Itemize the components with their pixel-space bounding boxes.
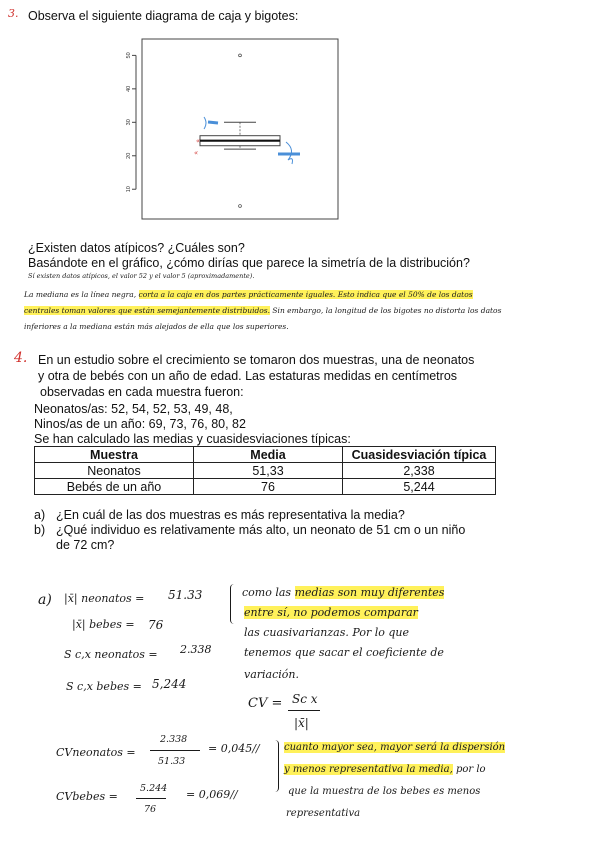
- question-4-intro-2: y otra de bebés con un año de edad. Las estaturas medidas en centímetros: [38, 369, 458, 383]
- cv-bebes-numerator: 5.244: [140, 783, 168, 794]
- conclusion-line-1-highlight: cuanto mayor sea, mayor será la dispersión: [284, 742, 506, 753]
- y-tick-label: 40: [126, 85, 132, 92]
- question-4b-label: b): [34, 523, 46, 537]
- table-cell: 76: [194, 479, 343, 495]
- conclusion-line-1: [284, 742, 505, 753]
- table-header: Muestra: [35, 447, 194, 463]
- y-tick-label: 30: [126, 119, 132, 126]
- plot-frame: [142, 39, 338, 219]
- question-3-q2: Basándote en el gráfico, ¿cómo dirías que parece la simetría de la distribución?: [28, 256, 470, 270]
- note-line-2: [244, 606, 418, 619]
- table-header: Cuasidesviación típica: [343, 447, 496, 463]
- annotation-mark-upper: [208, 122, 218, 123]
- table-cell: 5,244: [343, 479, 496, 495]
- cv-formula-lhs: CV =: [248, 696, 283, 711]
- note-line-1-plain: como las: [242, 586, 292, 599]
- conclusion-line-2-highlight: y menos representativa la media,: [284, 764, 453, 775]
- cv-formula-fraction-line: [288, 710, 320, 711]
- conclusion-line-2: [284, 764, 486, 775]
- answer-3-line3: [24, 306, 501, 315]
- annotation-red-2: «: [194, 149, 199, 157]
- cv-neonatos-denominator: 51.33: [158, 756, 186, 767]
- stats-table: [34, 446, 496, 495]
- question-4a-label: a): [34, 508, 46, 522]
- answer-3-line3-plain: Sin embargo, la longitud de los bigotes no distorta los datos: [272, 306, 502, 315]
- question-3-number: 3.: [8, 7, 19, 20]
- answer-3-line2-plain: La mediana es la línea negra,: [24, 290, 137, 299]
- note-line-5: variación.: [244, 668, 299, 681]
- note-line-1-highlight: medias son muy diferentes: [294, 586, 445, 599]
- cv-bebes-lhs: CVbebes =: [56, 790, 118, 803]
- answer-3-line4: inferiores a la mediana están más alejados de ella que los superiores.: [24, 322, 289, 331]
- s-bebes-value: 5,244: [152, 677, 187, 691]
- annotation-red-1: «: [196, 137, 201, 145]
- calc-note: Se han calculado las medias y cuasidesviaciones típicas:: [34, 432, 351, 446]
- question-3-prompt: Observa el siguiente diagrama de caja y bigotes:: [28, 9, 299, 23]
- note-line-3: las cuasivarianzas. Por lo que: [244, 626, 409, 639]
- question-4a-text: ¿En cuál de las dos muestras es más representativa la media?: [56, 508, 405, 522]
- table-header-row: [35, 447, 496, 463]
- solution-label: a): [38, 592, 52, 608]
- y-tick-label: 20: [126, 152, 132, 159]
- table-cell: 51,33: [194, 463, 343, 479]
- neonatos-data: Neonatos/as: 52, 54, 52, 53, 49, 48,: [34, 402, 233, 416]
- boxplot-svg: [100, 32, 355, 227]
- note-line-1: [242, 586, 444, 599]
- cv-bebes-fraction-line: [136, 798, 166, 799]
- mean-neonatos-lhs: |x̄| neonatos =: [64, 592, 145, 605]
- table-row: [35, 479, 496, 495]
- question-4b-text-1: ¿Qué individuo es relativamente más alto, un neonato de 51 cm o un niño: [56, 523, 466, 537]
- mean-bebes-value: 76: [148, 618, 164, 632]
- y-tick-label: 10: [126, 186, 132, 193]
- question-3-q1: ¿Existen datos atípicos? ¿Cuáles son?: [28, 241, 245, 255]
- question-4-number: 4.: [14, 350, 28, 366]
- table-cell: Neonatos: [35, 463, 194, 479]
- s-bebes-lhs: S c,x bebes =: [66, 680, 142, 693]
- conclusion-line-4: representativa: [286, 808, 361, 819]
- table-cell: Bebés de un año: [35, 479, 194, 495]
- table-row: [35, 463, 496, 479]
- conclusion-line-2-plain: por lo: [455, 764, 486, 775]
- cv-bebes-result: = 0,069//: [186, 788, 238, 801]
- answer-3-line2: [24, 290, 473, 299]
- cv-formula-denominator: |x̄|: [294, 716, 309, 730]
- cv-bebes-denominator: 76: [144, 804, 157, 815]
- question-4-intro-1: En un estudio sobre el crecimiento se tomaron dos muestras, una de neonatos: [38, 353, 475, 367]
- cv-formula-numerator: Sc x: [292, 692, 318, 706]
- answer-3-line3-highlight: centrales toman valores que están semejantemente distribuidos.: [24, 306, 271, 315]
- table-header: Media: [194, 447, 343, 463]
- mean-bebes-lhs: |x̄| bebes =: [72, 618, 135, 631]
- answer-3-line2-highlight: corta a la caja en dos partes prácticamente iguales. Esto indica que el 50% de los datos: [138, 290, 473, 299]
- cv-neonatos-result: = 0,045//: [208, 742, 260, 755]
- mean-neonatos-value: 51.33: [168, 588, 203, 602]
- conclusion-line-3: que la muestra de los bebes es menos: [288, 786, 481, 797]
- s-neonatos-value: 2.338: [180, 643, 212, 656]
- question-4b-text-2: de 72 cm?: [56, 538, 115, 552]
- answer-3-line1: Sí existen datos atípicos, el valor 52 y el valor 5 (aproximadamente).: [28, 272, 255, 280]
- question-4-intro-3: observadas en cada muestra fueron:: [40, 385, 244, 399]
- s-neonatos-lhs: S c,x neonatos =: [64, 648, 158, 661]
- y-tick-label: 50: [126, 52, 132, 59]
- boxplot-figure: [100, 32, 355, 227]
- brace-1: [230, 584, 239, 624]
- note-line-4: tenemos que sacar el coeficiente de: [244, 646, 444, 659]
- note-line-2-highlight: entre sí, no podemos comparar: [244, 606, 418, 619]
- cv-neonatos-fraction-line: [150, 750, 200, 751]
- table-cell: 2,338: [343, 463, 496, 479]
- brace-2: [270, 740, 279, 792]
- cv-neonatos-lhs: CVneonatos =: [56, 746, 136, 759]
- ninos-data: Ninos/as de un año: 69, 73, 76, 80, 82: [34, 417, 246, 431]
- cv-neonatos-numerator: 2.338: [160, 734, 188, 745]
